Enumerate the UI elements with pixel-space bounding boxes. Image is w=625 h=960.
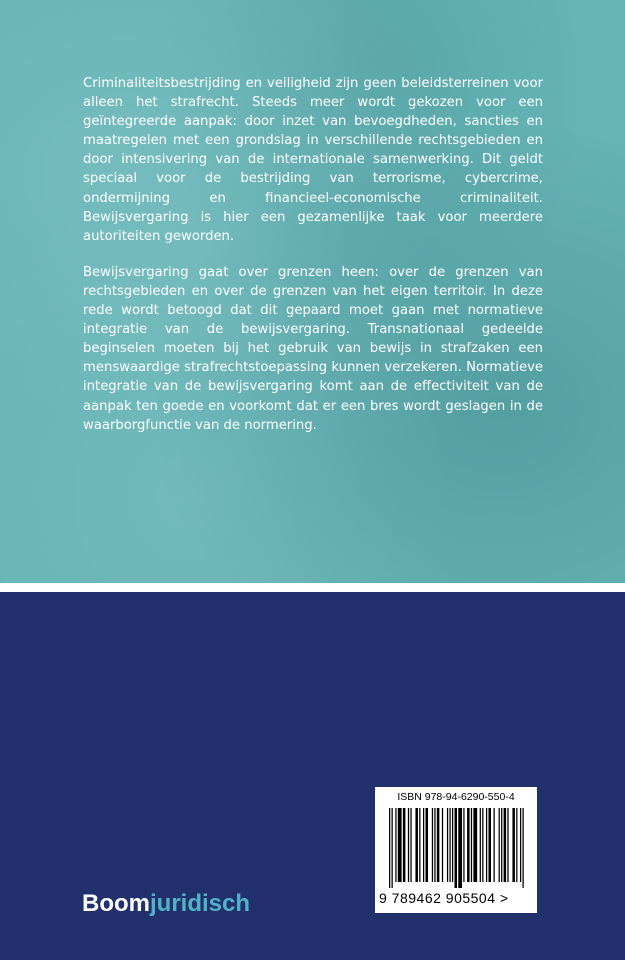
barcode-bar — [395, 808, 396, 882]
barcode-bar — [458, 808, 462, 888]
barcode-bar — [449, 808, 450, 882]
barcode-bar — [415, 808, 418, 882]
barcode-bar — [507, 808, 508, 882]
barcode-bar — [452, 808, 453, 882]
barcode-bar — [504, 808, 507, 882]
barcode-bar — [434, 808, 435, 882]
barcode-bar — [437, 808, 440, 882]
barcode-bar — [512, 808, 515, 882]
isbn-label: ISBN 978-94-6290-550-4 — [397, 791, 515, 803]
blurb-paragraph-1: Criminaliteitsbestrijding en veiligheid zijn geen beleidsterreinen voor alleen het strafrecht. Steeds meer wordt gekozen voor een geïntegreerde aanpak: door inzet van bevoegdheden, sancties en maatregelen met een grondslag in verschillende rechtsgebieden en door intensivering van de internationale samenwerking. Dit geldt speciaal voor de bestrijding van terrorisme, cybercrime, ondermijning en financieel-economische criminaliteit. Bewijsvergaring is hier een gezamenlijke taak voor meerdere autoriteiten geworden. — [83, 76, 543, 244]
barcode-bar — [494, 808, 495, 882]
publisher-logo-juridisch: juridisch — [150, 890, 251, 917]
barcode-bar — [473, 808, 477, 882]
publisher-logo-boom: Boom — [82, 890, 150, 917]
barcode-bar — [389, 808, 390, 888]
barcode-bar — [467, 808, 470, 882]
back-cover-blurb — [83, 74, 543, 452]
barcode-bar — [516, 808, 517, 882]
barcode-bar — [410, 808, 411, 882]
barcode-bar — [398, 808, 402, 882]
isbn-barcode — [375, 787, 537, 913]
barcode-bar — [488, 808, 491, 882]
barcode-bar — [447, 808, 448, 882]
barcode-digits: 9 789462 905504 > — [379, 890, 509, 906]
publisher-logo — [82, 890, 250, 918]
blurb-paragraph-2: Bewijsvergaring gaat over grenzen heen: over de grenzen van rechtsgebieden en over de grenzen van het eigen territoir. In deze rede wordt betoogd dat dit gepaard moet gaan met normatieve integratie van de bewijsvergaring. Transnationaal gedeelde beginselen moeten bij het gebruik van bewijs in strafzaken een menswaardige strafrechtstoepassing kunnen verzekeren. Normatieve integratie van de bewijsvergaring komt aan de effectiviteit van de aanpak ten goede en voorkomt dat er een bres wordt geslagen in de waarborgfunctie van de normering. — [83, 264, 543, 433]
barcode-bar — [520, 808, 521, 882]
barcode-bar — [454, 808, 457, 888]
divider-strip — [0, 583, 625, 592]
barcode-bar — [482, 808, 483, 882]
barcode-bar — [403, 808, 406, 882]
barcode-bar — [486, 808, 487, 882]
barcode-bar — [480, 808, 481, 882]
barcode-bar — [392, 808, 393, 888]
barcode-bar — [442, 808, 443, 882]
barcode-bar — [501, 808, 502, 882]
barcode-bar — [463, 808, 464, 882]
barcode-bar — [522, 808, 523, 888]
barcode-bar — [432, 808, 433, 882]
barcode-bar — [426, 808, 429, 882]
barcode-bar — [419, 808, 420, 882]
barcode-bar — [423, 808, 424, 882]
barcode-bar — [408, 808, 409, 882]
barcode-bar — [471, 808, 472, 882]
barcode-bar — [499, 808, 500, 882]
barcode-bars — [389, 808, 525, 888]
